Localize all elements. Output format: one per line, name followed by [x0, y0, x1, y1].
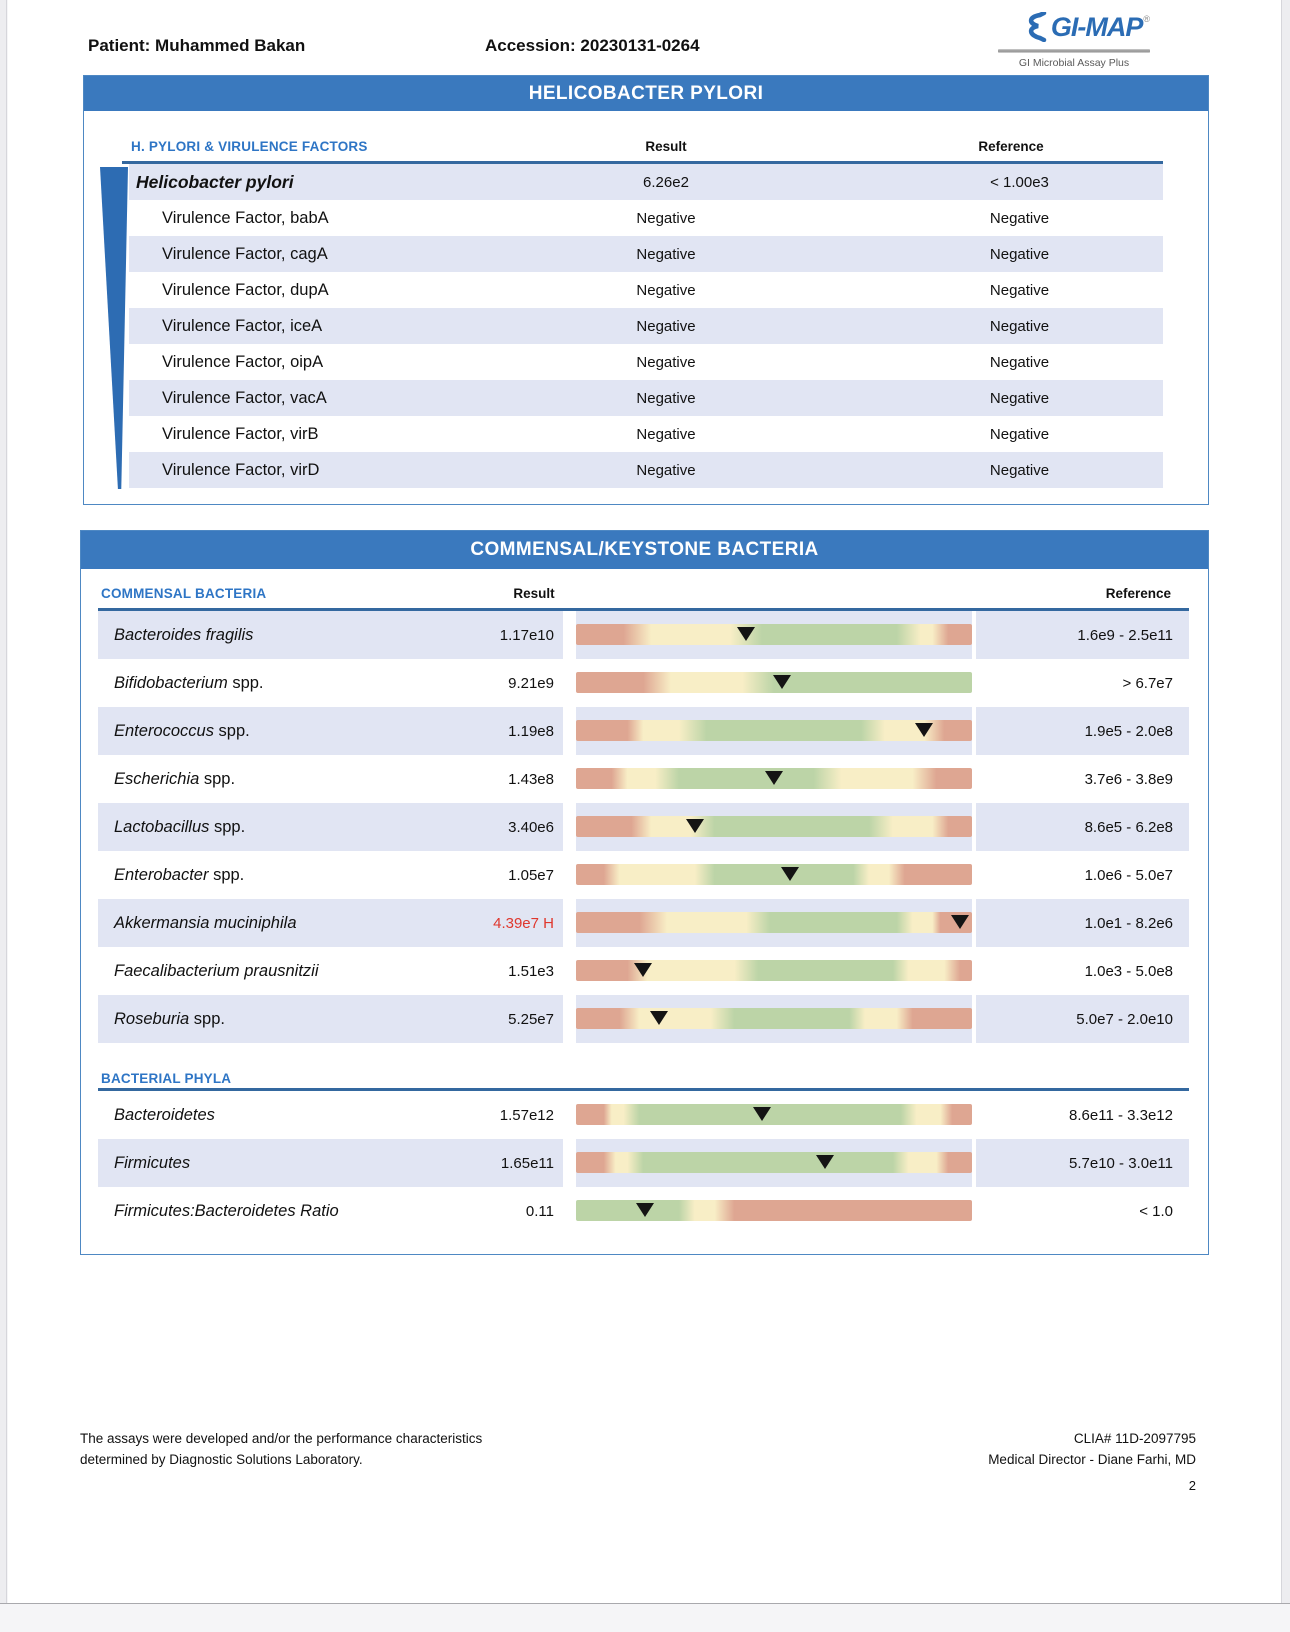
- bacteria-row-name: [98, 962, 456, 981]
- bacteria-name-suffix: spp.: [199, 769, 236, 788]
- reference-range-bar-cell: [576, 899, 972, 947]
- hpylori-row-name: Virulence Factor, vacA: [162, 388, 327, 407]
- bacteria-row-name: [98, 770, 456, 789]
- bacteria-row-reference: 1.0e1 - 8.2e6: [1084, 914, 1173, 932]
- bacteria-row-result: 1.17e10: [499, 626, 554, 644]
- reference-range-gradient-bar: [576, 1008, 972, 1029]
- bacteria-row-name: [98, 1202, 456, 1221]
- bacteria-row-result: 1.19e8: [508, 722, 554, 740]
- result-marker-icon: [951, 915, 969, 929]
- bacteria-table-row: [98, 659, 1189, 707]
- hpylori-row-name: Virulence Factor, cagA: [162, 244, 328, 263]
- hpylori-table-row: [129, 380, 1163, 416]
- hpylori-table-row: [129, 452, 1163, 488]
- footer-disclaimer-line2: determined by Diagnostic Solutions Laboratory.: [80, 1452, 363, 1467]
- bacteria-row-name: [98, 626, 456, 645]
- bacteria-row-result: 9.21e9: [508, 674, 554, 692]
- bacteria-table-row: [98, 995, 1189, 1043]
- hpylori-row-name: Virulence Factor, virB: [162, 424, 319, 443]
- bacteria-row-result: 1.65e11: [500, 1154, 554, 1172]
- bacteria-row-reference: 1.0e6 - 5.0e7: [1084, 866, 1173, 884]
- hpylori-row-name: Virulence Factor, babA: [162, 208, 329, 227]
- reference-range-gradient-bar: [576, 1152, 972, 1173]
- bar-gap-left: [563, 851, 576, 899]
- result-marker-icon: [650, 1011, 668, 1025]
- bacteria-row-result: 1.05e7: [508, 866, 554, 884]
- hpylori-row-reference: Negative: [989, 425, 1050, 443]
- section-wedge-decoration: [100, 167, 128, 489]
- bacteria-table-row: [98, 707, 1189, 755]
- bacteria-row-reference: > 6.7e7: [1122, 674, 1173, 692]
- bacteria-row-name: [98, 722, 456, 741]
- hpylori-row-reference: Negative: [989, 245, 1050, 263]
- phyla-table: [98, 1091, 1189, 1235]
- bacteria-row-result: 1.51e3: [508, 962, 554, 980]
- commensal-table: [98, 611, 1189, 1043]
- hpylori-row-reference: Negative: [989, 389, 1050, 407]
- bacteria-row-result: 0.11: [525, 1202, 554, 1220]
- hpylori-row-reference: Negative: [989, 461, 1050, 479]
- reference-range-bar-cell: [576, 851, 972, 899]
- hpylori-row-name: Virulence Factor, iceA: [162, 316, 323, 335]
- hpylori-column-factors: H. PYLORI & VIRULENCE FACTORS: [131, 139, 368, 154]
- bacteria-name-genus: Bacteroides fragilis: [114, 625, 254, 644]
- bar-gap-left: [563, 1139, 576, 1187]
- section-hpylori-title: HELICOBACTER PYLORI: [84, 76, 1208, 111]
- hpylori-row-result: Negative: [636, 389, 696, 407]
- section-hpylori: [83, 75, 1209, 505]
- patient-name: Patient: Muhammed Bakan: [88, 36, 306, 55]
- bacteria-row-name: [98, 818, 456, 837]
- page-number: 2: [1188, 1478, 1196, 1493]
- bacteria-row-reference: < 1.0: [1139, 1202, 1173, 1220]
- accession-number: Accession: 20230131-0264: [485, 36, 700, 55]
- result-marker-icon: [816, 1155, 834, 1169]
- reference-range-bar-cell: [576, 611, 972, 659]
- hpylori-table-row: [129, 200, 1163, 236]
- result-marker-icon: [686, 819, 704, 833]
- bar-gap-left: [563, 707, 576, 755]
- bacteria-row-result: 5.25e7: [508, 1010, 554, 1028]
- bacteria-name-genus: Bifidobacterium: [114, 673, 228, 692]
- result-marker-icon: [634, 963, 652, 977]
- bacteria-row-reference: 8.6e5 - 6.2e8: [1084, 818, 1173, 836]
- bacteria-table-row: [98, 947, 1189, 995]
- reference-range-bar-cell: [576, 707, 972, 755]
- bacteria-name-suffix: spp.: [227, 673, 264, 692]
- bacteria-row-reference: 5.0e7 - 2.0e10: [1076, 1010, 1173, 1028]
- bar-gap-left: [563, 1091, 576, 1139]
- hpylori-row-result: Negative: [636, 317, 696, 335]
- bar-gap-left: [563, 755, 576, 803]
- gimap-logo: [998, 12, 1150, 69]
- bacteria-name-genus: Escherichia: [114, 769, 200, 788]
- reference-range-bar-cell: [576, 1139, 972, 1187]
- bar-gap-left: [563, 899, 576, 947]
- result-marker-icon: [773, 675, 791, 689]
- hpylori-row-name: Virulence Factor, dupA: [162, 280, 329, 299]
- bacteria-name-suffix: spp.: [189, 1009, 225, 1028]
- hpylori-column-result: Result: [645, 139, 687, 154]
- reference-range-gradient-bar: [576, 816, 972, 837]
- bacteria-table-row: [98, 803, 1189, 851]
- bacteria-row-reference: 3.7e6 - 3.8e9: [1084, 770, 1173, 788]
- commensal-column-bacteria: COMMENSAL BACTERIA: [101, 586, 267, 601]
- hpylori-row-reference: Negative: [989, 353, 1050, 371]
- gimap-logo-icon: [1024, 12, 1048, 47]
- section-commensal: [80, 530, 1209, 1255]
- footer-clia-number: CLIA# 11D-2097795: [1073, 1431, 1196, 1446]
- hpylori-row-reference: Negative: [989, 209, 1050, 227]
- reference-range-bar-cell: [576, 1091, 972, 1139]
- hpylori-row-result: Negative: [636, 353, 696, 371]
- hpylori-column-reference: Reference: [978, 139, 1044, 154]
- bar-gap-left: [563, 803, 576, 851]
- bacteria-row-name: [98, 1106, 456, 1125]
- hpylori-table-row: [129, 416, 1163, 452]
- bacteria-name-genus: Enterococcus: [114, 721, 214, 740]
- reference-range-bar-cell: [576, 755, 972, 803]
- result-marker-icon: [915, 723, 933, 737]
- viewer-edge-left: [0, 0, 7, 1603]
- hpylori-table-row: [129, 344, 1163, 380]
- hpylori-row-result: 6.26e2: [643, 173, 689, 191]
- viewer-bottom-band: [0, 1603, 1290, 1632]
- footer-disclaimer: [80, 1428, 482, 1470]
- bacteria-row-name: [98, 914, 456, 933]
- bacteria-table-row: [98, 1139, 1189, 1187]
- hpylori-row-reference: Negative: [989, 281, 1050, 299]
- bacteria-name-genus: Bacteroidetes: [114, 1105, 215, 1124]
- reference-range-bar-cell: [576, 995, 972, 1043]
- bacteria-table-row: [98, 851, 1189, 899]
- hpylori-table-row: [129, 308, 1163, 344]
- hpylori-table: [129, 164, 1163, 488]
- commensal-column-result: Result: [513, 586, 555, 601]
- hpylori-row-name: Virulence Factor, oipA: [162, 352, 324, 371]
- bacteria-row-result: 1.57e12: [499, 1106, 554, 1124]
- logo-tagline: GI Microbial Assay Plus: [1018, 57, 1130, 69]
- result-marker-icon: [636, 1203, 654, 1217]
- bacteria-row-reference: 1.6e9 - 2.5e11: [1077, 626, 1173, 644]
- hpylori-row-result: Negative: [636, 281, 696, 299]
- bacteria-row-result: 4.39e7 H: [493, 914, 554, 932]
- bacteria-table-row: [98, 1091, 1189, 1139]
- bacteria-table-row: [98, 1187, 1189, 1235]
- reference-range-bar-cell: [576, 659, 972, 707]
- bar-gap-left: [563, 1187, 576, 1235]
- result-marker-icon: [781, 867, 799, 881]
- footer-medical-director: Medical Director - Diane Farhi, MD: [988, 1452, 1196, 1467]
- bacteria-name-genus: Enterobacter: [114, 865, 209, 884]
- bacteria-row-name: [98, 1154, 456, 1173]
- bacteria-row-reference: 1.9e5 - 2.0e8: [1084, 722, 1173, 740]
- bacteria-table-row: [98, 755, 1189, 803]
- bacteria-name-genus: Faecalibacterium prausnitzii: [114, 961, 319, 980]
- bacteria-row-reference: 8.6e11 - 3.3e12: [1069, 1106, 1173, 1124]
- reference-range-gradient-bar: [576, 624, 972, 645]
- bacteria-row-result: 1.43e8: [508, 770, 554, 788]
- hpylori-table-row: [129, 272, 1163, 308]
- bacteria-row-result: 3.40e6: [508, 818, 554, 836]
- bacteria-name-genus: Firmicutes: [114, 1153, 191, 1172]
- reference-range-bar-cell: [576, 947, 972, 995]
- hpylori-row-reference: Negative: [989, 317, 1050, 335]
- hpylori-row-result: Negative: [636, 245, 696, 263]
- bacteria-name-genus: Lactobacillus: [114, 817, 210, 836]
- reference-range-gradient-bar: [576, 864, 972, 885]
- reference-range-gradient-bar: [576, 720, 972, 741]
- hpylori-table-row: [129, 164, 1163, 200]
- bar-gap-left: [563, 947, 576, 995]
- bacteria-table-row: [98, 611, 1189, 659]
- bacteria-name-genus: Roseburia: [114, 1009, 190, 1028]
- footer-credentials: [988, 1428, 1196, 1470]
- result-marker-icon: [765, 771, 783, 785]
- result-marker-icon: [753, 1107, 771, 1121]
- hpylori-row-result: Negative: [636, 425, 696, 443]
- bacteria-name-genus: Firmicutes:Bacteroidetes Ratio: [114, 1201, 339, 1220]
- bacteria-row-reference: 1.0e3 - 5.0e8: [1084, 962, 1173, 980]
- hpylori-table-row: [129, 236, 1163, 272]
- bar-gap-left: [563, 611, 576, 659]
- footer-disclaimer-line1: The assays were developed and/or the performance characteristics: [80, 1431, 483, 1446]
- reference-range-gradient-bar: [576, 912, 972, 933]
- bacteria-name-suffix: spp.: [208, 865, 245, 884]
- bacteria-row-name: [98, 674, 456, 693]
- hpylori-row-reference: < 1.00e3: [990, 173, 1049, 191]
- report-page: [8, 0, 1281, 1603]
- bacteria-row-name: [98, 1010, 456, 1029]
- hpylori-row-name: Virulence Factor, virD: [162, 460, 320, 479]
- hpylori-row-result: Negative: [636, 461, 696, 479]
- section-commensal-title: COMMENSAL/KEYSTONE BACTERIA: [81, 531, 1208, 569]
- bar-gap-left: [563, 659, 576, 707]
- reference-range-bar-cell: [576, 803, 972, 851]
- bacteria-row-reference: 5.7e10 - 3.0e11: [1069, 1154, 1173, 1172]
- reference-range-bar-cell: [576, 1187, 972, 1235]
- reference-range-gradient-bar: [576, 1104, 972, 1125]
- bar-gap-left: [563, 995, 576, 1043]
- hpylori-row-name: Helicobacter pylori: [136, 171, 294, 192]
- hpylori-row-result: Negative: [636, 209, 696, 227]
- viewer-edge-right: [1281, 0, 1290, 1603]
- bacteria-name-genus: Akkermansia muciniphila: [114, 913, 297, 932]
- commensal-column-reference: Reference: [1105, 586, 1171, 601]
- gimap-logo-text: GI-MAP: [1050, 12, 1143, 42]
- bacteria-name-suffix: spp.: [209, 817, 246, 836]
- bacteria-row-name: [98, 866, 456, 885]
- bacteria-table-row: [98, 899, 1189, 947]
- registered-mark-icon: ®: [1143, 14, 1150, 24]
- phyla-section-label: BACTERIAL PHYLA: [101, 1071, 232, 1086]
- logo-divider: [998, 49, 1150, 53]
- bacteria-name-suffix: spp.: [213, 721, 250, 740]
- result-marker-icon: [737, 627, 755, 641]
